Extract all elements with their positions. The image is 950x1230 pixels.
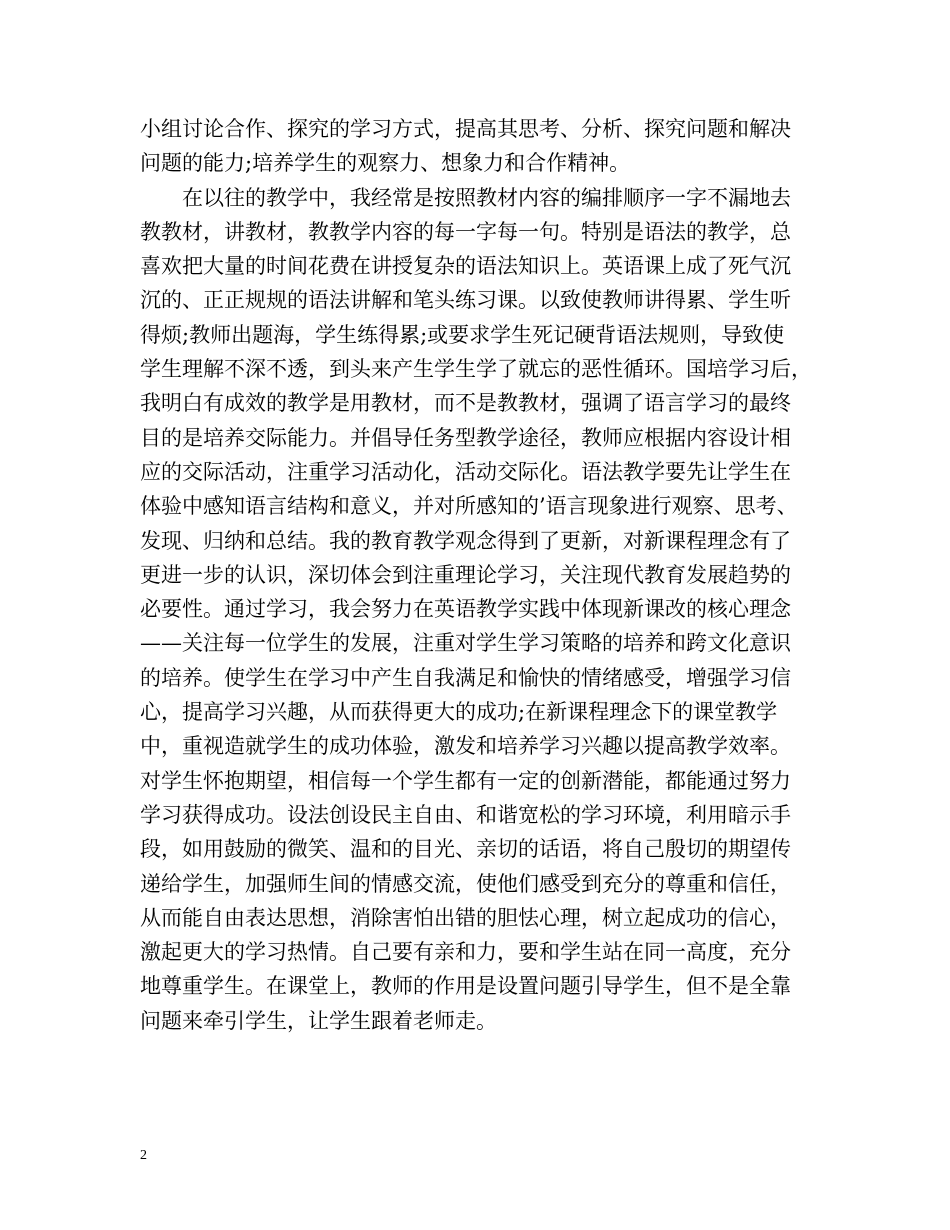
text-line: 我明白有成效的教学是用教材，而不是教教材，强调了语言学习的最终 xyxy=(140,391,791,416)
page-number: 2 xyxy=(140,1148,147,1163)
paragraph-start-line: 在以往的教学中，我经常是按照教材内容的编排顺序一字不漏地去 xyxy=(182,185,791,210)
text-line: 学习获得成功。设法创设民主自由、和谐宽松的学习环境，利用暗示手 xyxy=(140,802,791,827)
text-line: 学生理解不深不透，到头来产生学生学了就忘的恶性循环。国培学习后， xyxy=(140,357,812,382)
text-line: 从而能自由表达思想，消除害怕出错的胆怯心理，树立起成功的信心， xyxy=(140,905,791,930)
text-line: 地尊重学生。在课堂上，教师的作用是设置问题引导学生，但不是全靠 xyxy=(140,974,791,999)
text-line: 更进一步的认识，深切体会到注重理论学习，关注现代教育发展趋势的 xyxy=(140,562,791,587)
text-line: 的培养。使学生在学习中产生自我满足和愉快的情绪感受，增强学习信 xyxy=(140,665,791,690)
text-line: 问题的能力;培养学生的观察力、想象力和合作精神。 xyxy=(140,151,631,176)
text-line: 小组讨论合作、探究的学习方式，提高其思考、分析、探究问题和解决 xyxy=(140,117,791,141)
text-line: ——关注每一位学生的发展，注重对学生学习策略的培养和跨文化意识 xyxy=(140,631,791,656)
text-line: 中，重视造就学生的成功体验，激发和培养学习兴趣以提高教学效率。 xyxy=(140,734,791,759)
text-line: 得烦;教师出题海，学生练得累;或要求学生死记硬背语法规则，导致使 xyxy=(140,322,785,347)
text-line: 喜欢把大量的时间花费在讲授复杂的语法知识上。英语课上成了死气沉 xyxy=(140,254,791,279)
text-line: 递给学生，加强师生间的情感交流，使他们感受到充分的尊重和信任， xyxy=(140,871,791,896)
text-line: 沉的、正正规规的语法讲解和笔头练习课。以致使教师讲得累、学生听 xyxy=(140,288,791,313)
text-line: 对学生怀抱期望，相信每一个学生都有一定的创新潜能，都能通过努力 xyxy=(140,768,791,793)
text-line: 发现、归纳和总结。我的教育教学观念得到了更新，对新课程理念有了 xyxy=(140,528,791,553)
text-line: 问题来牵引学生，让学生跟着老师走。 xyxy=(140,1008,497,1033)
text-line: 激起更大的学习热情。自己要有亲和力，要和学生站在同一高度，充分 xyxy=(140,940,791,965)
text-line: 应的交际活动，注重学习活动化，活动交际化。语法教学要先让学生在 xyxy=(140,459,791,484)
body-text xyxy=(140,112,820,1038)
text-line: 段，如用鼓励的微笑、温和的目光、亲切的话语，将自己殷切的期望传 xyxy=(140,837,791,862)
text-line: 目的是培养交际能力。并倡导任务型教学途径，教师应根据内容设计相 xyxy=(140,425,791,450)
text-line: 必要性。通过学习，我会努力在英语教学实践中体现新课改的核心理念 xyxy=(140,597,791,622)
text-line: 教教材，讲教材，教教学内容的每一字每一句。特别是语法的教学，总 xyxy=(140,219,791,244)
text-line: 体验中感知语言结构和意义，并对所感知的’语言现象进行观察、思考、 xyxy=(140,494,798,519)
text-line: 心，提高学习兴趣，从而获得更大的成功;在新课程理念下的课堂教学 xyxy=(140,700,778,725)
